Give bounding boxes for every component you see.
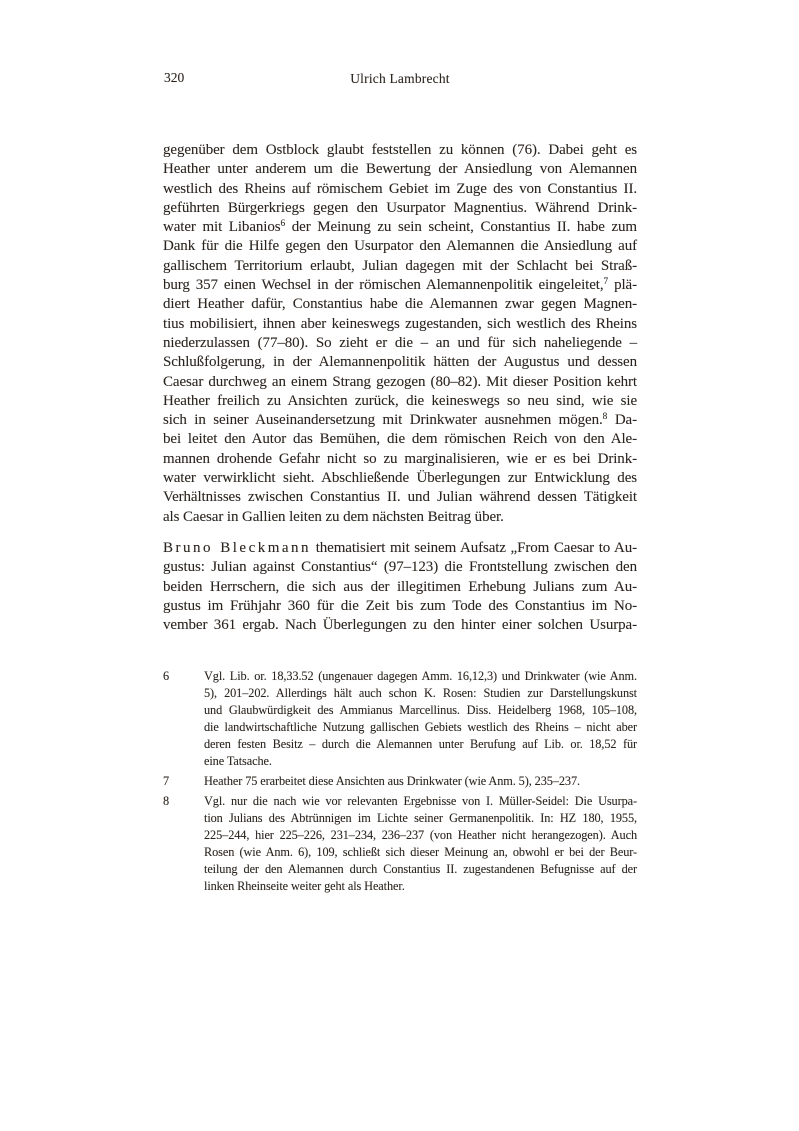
footnote: [163, 793, 637, 895]
text-line: [163, 295, 637, 314]
footnote-line: [204, 736, 637, 753]
text-line: [163, 199, 637, 218]
paragraph: [163, 141, 637, 527]
text-line: [163, 160, 637, 179]
text-segment: niederzulassen (77–80). So zieht er die – an und für sich naheliegende –: [163, 334, 637, 351]
text-segment: tius mobilisiert, ihnen aber keineswegs zugestanden, sich westlich des Rheins: [163, 315, 637, 332]
text-segment: water verwirklicht sieht. Abschließende Überlegungen zur Entwicklung des: [163, 470, 637, 487]
text-line: [163, 616, 637, 635]
footnote-line: [204, 793, 637, 810]
footnote-reference: 7: [603, 277, 609, 288]
text-segment: geführten Bürgerkriegs gegen den Usurpator Magnentius. Während Drink-: [163, 199, 637, 216]
text-line: [163, 539, 637, 558]
text-line: [163, 373, 637, 392]
text-segment: Da-: [607, 412, 637, 429]
text-segment: gegenüber dem Ostblock glaubt feststellen zu können (76). Dabei geht es: [163, 142, 637, 158]
text-line: [163, 276, 637, 295]
text-segment: Vgl. nur die nach wie vor relevanten Ergebnisse von I. Müller-Seidel: Die Usurpa-: [204, 794, 637, 808]
footnote-line: [204, 878, 637, 895]
text-line: [163, 508, 637, 527]
text-segment: Schlußfolgerung, in der Alemannenpolitik hätten der Augustus und dessen: [163, 354, 637, 371]
text-line: [163, 558, 637, 577]
text-line: [163, 334, 637, 353]
footnote: [163, 773, 637, 790]
footnote-reference: 8: [602, 412, 608, 423]
footnote-line: [204, 861, 637, 878]
footnote-line: [204, 719, 637, 736]
text-line: [163, 218, 637, 237]
body-text: [163, 141, 637, 635]
text-segment: die landwirtschaftliche Nutzung gallischen Gebiets westlich des Rheins – nicht aber: [204, 720, 637, 734]
text-segment: vember 361 ergab. Nach Überlegungen zu den hinter einer solchen Usurpa-: [163, 617, 637, 634]
text-line: [163, 237, 637, 256]
footnote-text: [204, 773, 637, 790]
text-segment: Dank für die Hilfe gegen den Usurpator den Alemannen die Ansiedlung auf: [163, 238, 637, 255]
footnote-line: [204, 685, 637, 702]
footnote-text: [204, 668, 637, 770]
footnote-number: 6: [163, 669, 170, 683]
text-segment: Rosen (wie Anm. 6), 109, schließt sich dieser Meinung an, obwohl er bei der Beur-: [204, 845, 637, 859]
text-line: [163, 488, 637, 507]
page-number: 320: [164, 70, 185, 85]
text-segment: 225–244, hier 225–226, 231–234, 236–237 (von Heather nicht herangezogen). Auch: [204, 828, 637, 842]
text-segment: Heather 75 erarbeitet diese Ansichten aus Drinkwater (wie Anm. 5), 235–237.: [204, 774, 580, 788]
text-segment: gustus: Julian against Constantius“ (97–123) die Frontstellung zwischen den: [163, 559, 637, 576]
text-line: [163, 141, 637, 160]
footnotes: [163, 668, 637, 895]
footnote-line: [204, 753, 637, 770]
text-line: [163, 353, 637, 372]
text-segment: plä-: [608, 277, 637, 294]
text-segment: Heather unter anderem um die Bewertung der Ansiedlung von Alemannen: [163, 161, 637, 178]
text-line: [163, 450, 637, 469]
text-segment: gallischem Territorium erlaubt, Julian dagegen mit der Schlacht bei Straß-: [163, 257, 637, 274]
text-line: [163, 578, 637, 597]
text-segment: tion Julians des Abtrünnigen im Lichte seiner Germanenpolitik. In: HZ 180, 1955,: [204, 811, 637, 825]
paragraph: [163, 539, 637, 635]
text-segment: teilung der den Alemannen durch Constantius II. zugestandenen Befugnisse auf der: [204, 862, 637, 876]
running-head: Ulrich Lambrecht: [350, 71, 450, 86]
text-segment: Caesar durchweg an einem Strang gezogen (80–82). Mit dieser Position kehrt: [163, 373, 637, 390]
text-line: [163, 257, 637, 276]
text-segment: westlich des Rheins auf römischem Gebiet im Zuge des von Constantius II.: [163, 180, 637, 197]
footnote-line: [204, 810, 637, 827]
text-segment: Verhältnisses zwischen Constantius II. und Julian während dessen Tätigkeit: [163, 489, 637, 506]
text-segment: Vgl. Lib. or. 18,33.52 (ungenauer dagegen Amm. 16,12,3) und Drinkwater (wie Anm.: [204, 669, 637, 683]
author-name-spaced: Bruno Bleckmann: [163, 539, 312, 556]
footnote-line: [204, 668, 637, 685]
text-segment: sich in seiner Auseinandersetzung mit Drinkwater ausnehmen mögen.: [163, 412, 603, 429]
text-line: [163, 315, 637, 334]
text-line: [163, 597, 637, 616]
text-segment: 5), 201–202. Allerdings hält auch schon K. Rosen: Studien zur Darstellungskunst: [204, 686, 637, 700]
text-segment: Heather freilich zu Ansichten zurück, die keineswegs so neu sind, wie sie: [163, 392, 637, 409]
text-segment: bei leitet den Autor das Bemühen, die dem römischen Reich von den Ale-: [163, 431, 637, 448]
text-segment: thematisiert mit seinem Aufsatz „From Caesar to Au-: [311, 539, 637, 556]
text-segment: deren festen Besitz – durch die Alemannen unter Berufung auf Lib. or. 18,52 für: [204, 737, 637, 751]
text-line: [163, 430, 637, 449]
text-line: [163, 411, 637, 430]
text-line: [163, 180, 637, 199]
footnote: [163, 668, 637, 770]
text-segment: der Meinung zu sein scheint, Constantius II. habe zum: [285, 219, 637, 236]
text-line: [163, 469, 637, 488]
footnote-line: [204, 773, 637, 790]
text-segment: gustus im Frühjahr 360 für die Zeit bis zum Tode des Constantius im No-: [163, 597, 637, 614]
page-header: [163, 69, 637, 87]
text-segment: linken Rheinseite weiter geht als Heather.: [204, 879, 405, 893]
footnote-line: [204, 844, 637, 861]
footnote-text: [204, 793, 637, 895]
footnote-number: 8: [163, 794, 170, 808]
text-segment: eine Tatsache.: [204, 754, 272, 768]
text-segment: water mit Libanios: [163, 219, 281, 236]
footnote-number: 7: [163, 774, 170, 788]
text-segment: burg 357 einen Wechsel in der römischen Alemannenpolitik eingeleitet,: [163, 277, 604, 294]
footnote-reference: 6: [280, 219, 286, 230]
text-line: [163, 392, 637, 411]
text-segment: beiden Herrschern, die sich aus der illegitimen Erhebung Julians zum Au-: [163, 578, 637, 595]
text-segment: als Caesar in Gallien leiten zu dem nächsten Beitrag über.: [163, 508, 504, 525]
footnote-line: [204, 702, 637, 719]
text-segment: diert Heather dafür, Constantius habe die Alemannen zwar gegen Magnen-: [163, 296, 637, 313]
footnote-line: [204, 827, 637, 844]
text-segment: und Glaubwürdigkeit des Ammianus Marcellinus. Diss. Heidelberg 1968, 105–108,: [204, 703, 637, 717]
text-segment: mannen drohende Gefahr nicht so zu marginalisieren, wie er es bei Drink-: [163, 450, 637, 467]
